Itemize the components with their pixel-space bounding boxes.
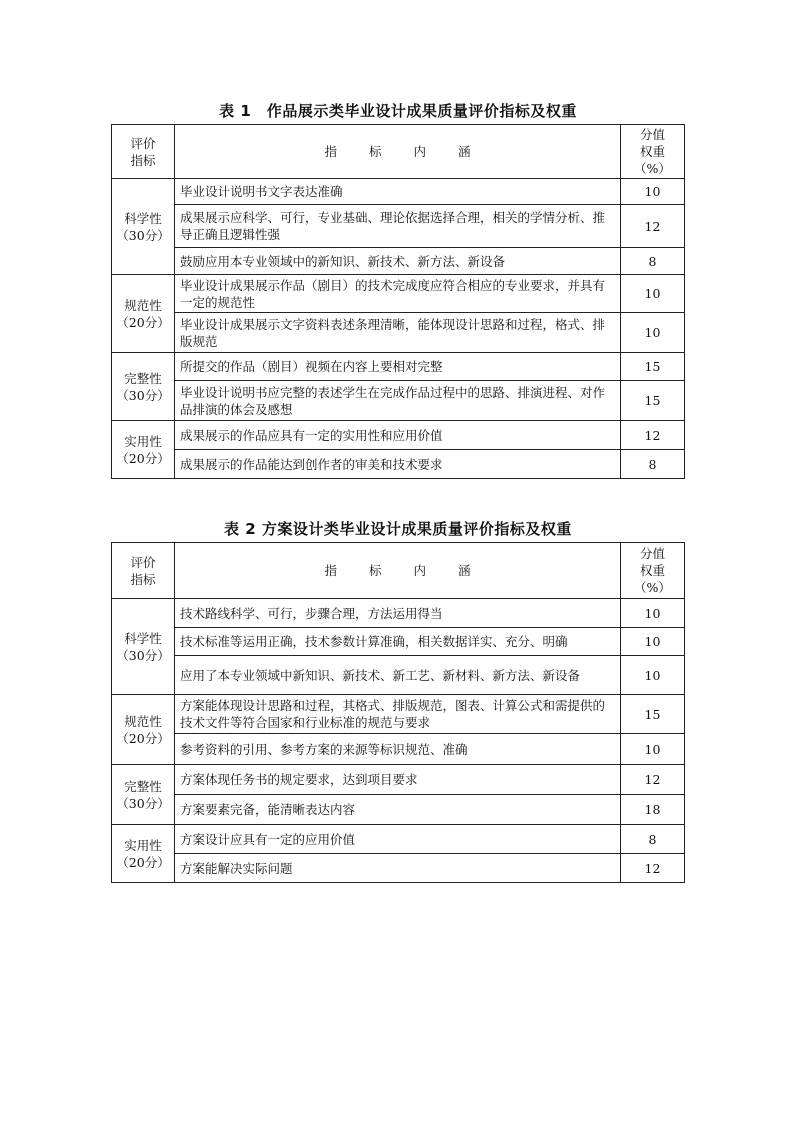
criterion-value: 10 [621,599,685,628]
table-row [112,734,685,765]
header-indicator: 评价 指标 [112,125,175,179]
table-row [112,205,685,248]
table-row [112,765,685,795]
category-cell: 实用性 （20分） [112,825,175,883]
criterion-value: 12 [621,421,685,450]
criterion-value: 12 [621,854,685,883]
criterion-text: 应用了本专业领域中新知识、新技术、新工艺、新材料、新方法、新设备 [175,656,621,695]
table-row [112,825,685,854]
table-row [112,628,685,656]
header-weight: 分值 权重 （%） [621,125,685,179]
header-content: 指 标 内 涵 [175,125,621,179]
criterion-value: 8 [621,450,685,479]
criterion-text: 成果展示的作品应具有一定的实用性和应用价值 [175,421,621,450]
table-1-grid [111,124,685,479]
table-row [112,854,685,883]
table-row [112,353,685,381]
table-row [112,450,685,479]
table-header-row [112,543,685,599]
criterion-text: 方案能体现设计思路和过程，其格式、排版规范，图表、计算公式和需提供的技术文件等符合国家和行业标准的规范与要求 [175,695,621,734]
table-2-title: 表 2 方案设计类毕业设计成果质量评价指标及权重 [224,520,572,538]
criterion-text: 参考资料的引用、参考方案的来源等标识规范、准确 [175,734,621,765]
table-1-title: 表 1 作品展示类毕业设计成果质量评价指标及权重 [219,102,577,120]
criterion-text: 方案要素完备，能清晰表达内容 [175,795,621,825]
table-row [112,381,685,421]
table-row [112,656,685,695]
category-cell: 完整性 （30分） [112,353,175,421]
criterion-text: 鼓励应用本专业领域中的新知识、新技术、新方法、新设备 [175,248,621,275]
header-indicator: 评价 指标 [112,543,175,599]
category-cell: 科学性 （30分） [112,179,175,275]
header-content: 指 标 内 涵 [175,543,621,599]
table-row [112,248,685,275]
criterion-text: 成果展示的作品能达到创作者的审美和技术要求 [175,450,621,479]
criterion-value: 8 [621,248,685,275]
criterion-value: 15 [621,353,685,381]
table-row [112,795,685,825]
table-row [112,421,685,450]
table-row [112,179,685,205]
category-cell: 规范性 （20分） [112,695,175,765]
criterion-value: 10 [621,656,685,695]
criterion-value: 15 [621,695,685,734]
criterion-text: 毕业设计说明书应完整的表述学生在完成作品过程中的思路、排演进程、对作品排演的体会及感想 [175,381,621,421]
criterion-value: 12 [621,205,685,248]
category-cell: 科学性 （30分） [112,599,175,695]
criterion-value: 8 [621,825,685,854]
table-2-grid [111,542,685,883]
header-weight: 分值 权重 （%） [621,543,685,599]
category-cell: 规范性 （20分） [112,275,175,353]
criterion-text: 技术路线科学、可行，步骤合理，方法运用得当 [175,599,621,628]
table-1 [111,98,685,479]
table-row [112,313,685,353]
table-row [112,599,685,628]
criterion-text: 方案设计应具有一定的应用价值 [175,825,621,854]
criterion-text: 技术标准等运用正确，技术参数计算准确，相关数据详实、充分、明确 [175,628,621,656]
criterion-text: 毕业设计说明书文字表达准确 [175,179,621,205]
criterion-text: 毕业设计成果展示作品（剧目）的技术完成度应符合相应的专业要求，并具有一定的规范性 [175,275,621,313]
criterion-value: 10 [621,275,685,313]
criterion-text: 所提交的作品（剧目）视频在内容上要相对完整 [175,353,621,381]
criterion-text: 毕业设计成果展示文字资料表述条理清晰，能体现设计思路和过程，格式、排版规范 [175,313,621,353]
criterion-text: 方案能解决实际问题 [175,854,621,883]
criterion-value: 10 [621,179,685,205]
criterion-text: 方案体现任务书的规定要求，达到项目要求 [175,765,621,795]
criterion-value: 10 [621,628,685,656]
criterion-value: 10 [621,313,685,353]
table-2 [111,516,685,883]
criterion-value: 12 [621,765,685,795]
table-row [112,275,685,313]
category-cell: 完整性 （30分） [112,765,175,825]
criterion-text: 成果展示应科学、可行，专业基础、理论依据选择合理，相关的学情分析、推导正确且逻辑性强 [175,205,621,248]
category-cell: 实用性 （20分） [112,421,175,479]
table-header-row [112,125,685,179]
criterion-value: 18 [621,795,685,825]
criterion-value: 10 [621,734,685,765]
table-row [112,695,685,734]
criterion-value: 15 [621,381,685,421]
